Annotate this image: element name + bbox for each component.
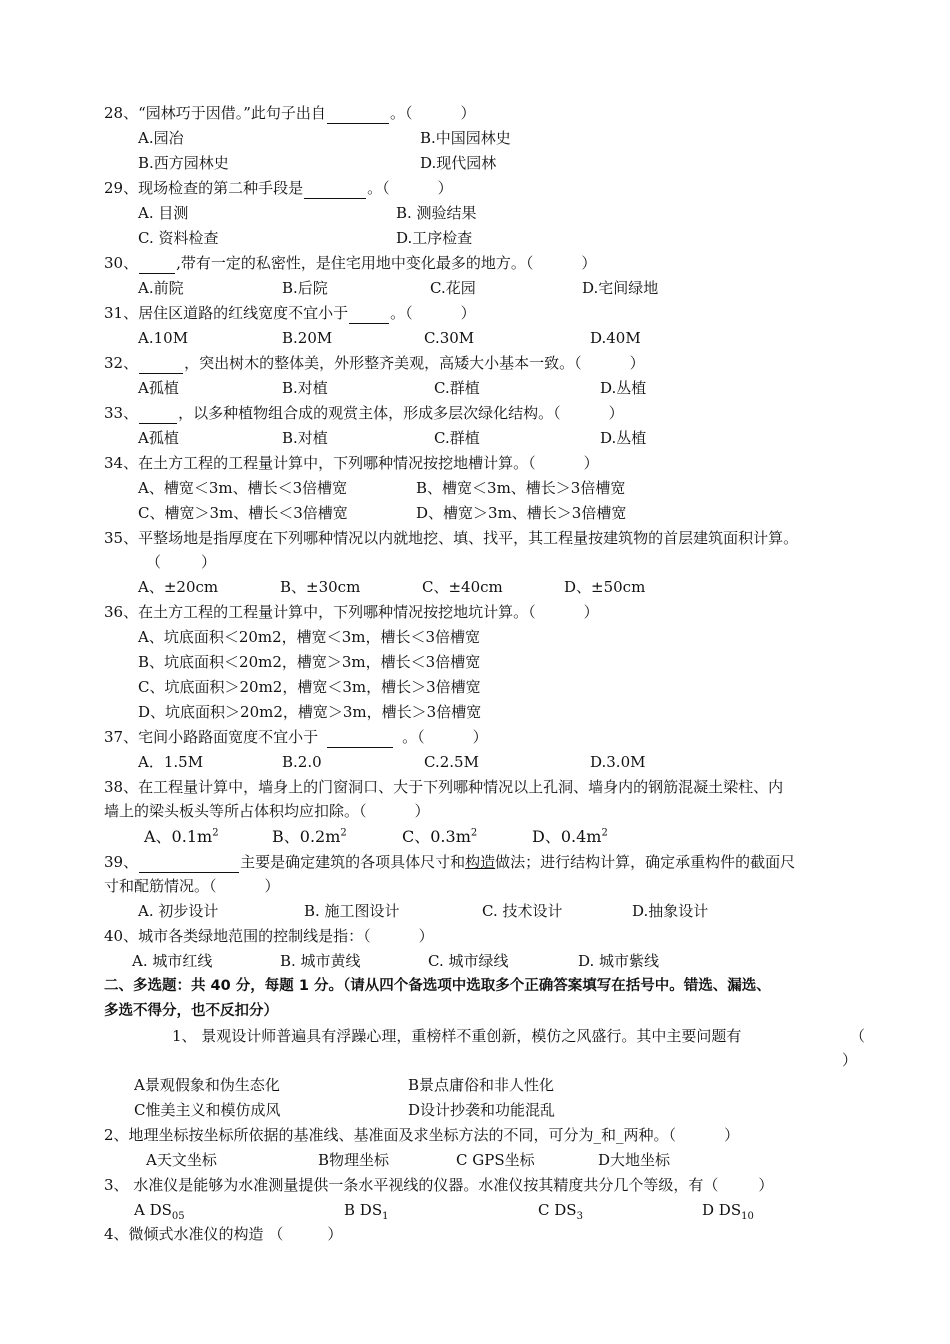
q38-option-d-sup: 2 (601, 827, 608, 839)
q38-option-a-text: A、0.1m (144, 827, 213, 846)
m4-close: ） (327, 1225, 343, 1243)
m4-stem-text: 4、微倾式水准仪的构造 （ (104, 1225, 284, 1243)
q32-stem-text: ，突出树木的整体美，外形整齐美观，高矮大小基本一致。（ (184, 354, 582, 372)
q38-option-a-sup: 2 (212, 827, 219, 839)
q36-stem (104, 601, 599, 623)
q29-close: ） (437, 179, 453, 197)
q38-option-d (532, 826, 608, 848)
q40-option-a: A. 城市红线 (132, 952, 213, 970)
m3-option-c-sub: 3 (576, 1211, 583, 1222)
q28-option-a: A.园冶 (138, 129, 184, 147)
q31-close: ） (460, 304, 476, 322)
q35-stem: 35、平整场地是指厚度在下列哪种情况以内就地挖、填、找平，其工程量按建筑物的首层建筑面积计算。 (104, 529, 799, 547)
q38-option-b-text: B、0.2m (272, 827, 341, 846)
m4-stem (104, 1223, 342, 1245)
q31-option-d: D.40M (590, 329, 641, 347)
q34-option-a: A、槽宽＜3m、槽长＜3倍槽宽 (138, 479, 348, 497)
q28-option-b: B.中国园林史 (420, 129, 511, 147)
q40-stem-text: 40、城市各类绿地范围的控制线是指：（ (104, 927, 371, 945)
q35-open: （ (146, 553, 162, 571)
q30-option-d: D.宅间绿地 (582, 279, 659, 297)
q37-stem-paren: 。（ (402, 728, 425, 746)
q33-stem-text: ，以多种植物组合成的观赏主体，形成多层次绿化结构。（ (178, 404, 561, 422)
q39-stem-line1 (104, 851, 795, 873)
q36-option-d: D、坑底面积＞20m2，槽宽＞3m，槽长＞3倍槽宽 (138, 703, 482, 721)
m3-option-c-text: C DS (538, 1201, 577, 1219)
q28-close: ） (460, 104, 476, 122)
q39-stem-text-3: 寸和配筋情况。（ (104, 877, 217, 895)
m2-option-c: C GPS坐标 (456, 1151, 535, 1169)
m2-stem (104, 1124, 739, 1146)
q38-option-b-sup: 2 (340, 827, 347, 839)
q39-stem-text-2: 做法；进行结构计算，确定承重构件的截面尺 (495, 853, 796, 871)
q34-stem-text: 34、在土方工程的工程量计算中，下列哪种情况按挖地槽计算。（ (104, 454, 536, 472)
q32-number: 32、 (104, 354, 139, 372)
q32-option-c: C.群植 (434, 379, 480, 397)
m2-option-b: B物理坐标 (318, 1151, 390, 1169)
q30-option-a: A.前院 (138, 279, 184, 297)
q36-option-a: A、坑底面积＜20m2，槽宽＜3m，槽长＜3倍槽宽 (138, 628, 480, 646)
q31-option-c: C.30M (424, 329, 475, 347)
m3-option-a-text: A DS (134, 1201, 172, 1219)
q38-option-a (144, 826, 219, 848)
q30-option-c: C.花园 (430, 279, 476, 297)
m3-option-c (538, 1199, 583, 1221)
m2-stem-text: 2、地理坐标按坐标所依据的基准线、基准面及求坐标方法的不同，可分为_和_两种。（ (104, 1126, 677, 1144)
m1-close: ） (842, 1051, 858, 1069)
m2-close: ） (724, 1126, 740, 1144)
q31-option-a: A.10M (138, 329, 189, 347)
q40-close: ） (418, 927, 434, 945)
m2-option-a: A天文坐标 (146, 1151, 217, 1169)
q30-option-b: B.后院 (282, 279, 328, 297)
q39-stem-line2 (104, 875, 280, 897)
q31-stem-paren: 。（ (390, 304, 413, 322)
q30-stem (104, 252, 596, 274)
q32-blank (139, 357, 183, 374)
m1-option-b: B景点庸俗和非人性化 (408, 1076, 555, 1094)
m3-option-b-text: B DS (344, 1201, 383, 1219)
q30-close: ） (581, 254, 597, 272)
q28-stem-paren: 。（ (389, 104, 413, 122)
q33-blank (139, 407, 177, 424)
q33-option-c: C.群植 (434, 429, 480, 447)
q34-option-b: B、槽宽＜3m、槽长＞3倍槽宽 (416, 479, 626, 497)
q39-close: ） (264, 877, 280, 895)
m3-stem-text: 3、 水准仪是能够为水准测量提供一条水平视线的仪器。水准仪按其精度共分几个等级，有（ (104, 1176, 719, 1194)
q34-option-c: C、槽宽＞3m、槽长＜3倍槽宽 (138, 504, 348, 522)
q35-close: ） (201, 553, 217, 571)
q37-option-a: A．1.5M (138, 753, 204, 771)
q28-option-d: D.现代园林 (420, 154, 497, 172)
q33-option-d: D.丛植 (600, 429, 647, 447)
q35-option-c: C、±40cm (422, 578, 503, 596)
q39-stem-underlined: 构造 (465, 853, 496, 871)
q35-option-a: A、±20cm (138, 578, 219, 596)
q29-option-c: C. 资料检查 (138, 229, 219, 247)
q34-option-d: D、槽宽＞3m、槽长＞3倍槽宽 (416, 504, 627, 522)
q35-paren (146, 551, 216, 573)
m3-option-d-sub: 10 (741, 1211, 754, 1222)
q36-option-c: C、坑底面积＞20m2，槽宽＜3m，槽长＞3倍槽宽 (138, 678, 481, 696)
m1-open: （ (850, 1027, 866, 1045)
m3-option-d (702, 1199, 754, 1221)
section2-heading-line2: 多选不得分，也不反扣分） (104, 1003, 278, 1019)
section2-heading-line1: 二、多选题：共 40 分，每题 1 分。（请从四个备选项中选取多个正确答案填写在括号中。错选、漏选、 (104, 978, 771, 994)
q32-option-b: B.对植 (282, 379, 328, 397)
q33-stem (104, 402, 624, 424)
q37-option-b: B.2.0 (282, 753, 322, 771)
q31-option-b: B.20M (282, 329, 333, 347)
m3-option-a-sub: 05 (171, 1211, 185, 1222)
q38-option-c-text: C、0.3m (402, 827, 471, 846)
q31-stem (104, 302, 476, 324)
q38-option-d-text: D、0.4m (532, 827, 602, 846)
q35-option-d: D、±50cm (564, 578, 646, 596)
q38-stem-line2 (104, 800, 430, 822)
q28-stem-text: 28、“园林巧于因借。”此句子出自 (104, 104, 326, 122)
q37-close: ） (472, 728, 488, 746)
q28-blank (327, 107, 389, 124)
m3-option-a (134, 1199, 185, 1221)
q40-option-c: C. 城市绿线 (428, 952, 509, 970)
q31-blank (349, 307, 389, 324)
q33-option-b: B.对植 (282, 429, 328, 447)
q28-stem (104, 102, 475, 124)
m1-option-c: C惟美主义和模仿成风 (134, 1101, 281, 1119)
q30-blank (139, 257, 175, 274)
q34-stem (104, 452, 599, 474)
q38-close: ） (414, 802, 430, 820)
q39-option-a: A. 初步设计 (138, 902, 219, 920)
q30-number: 30、 (104, 254, 139, 272)
q34-close: ） (583, 454, 599, 472)
m3-option-d-text: D DS (702, 1201, 742, 1219)
m3-option-b (344, 1199, 388, 1221)
q38-stem-text: 墙上的梁头板头等所占体积均应扣除。（ (104, 802, 367, 820)
q39-option-c: C. 技术设计 (482, 902, 563, 920)
q29-option-a: A. 目测 (138, 204, 189, 222)
q32-option-a: A孤植 (138, 379, 179, 397)
q36-stem-text: 36、在土方工程的工程量计算中，下列哪种情况按挖地坑计算。（ (104, 603, 536, 621)
q31-stem-text: 31、居住区道路的红线宽度不宜小于 (104, 304, 349, 322)
m2-option-d: D大地坐标 (598, 1151, 671, 1169)
q29-stem (104, 177, 453, 199)
q38-option-b (272, 826, 347, 848)
q32-option-d: D.丛植 (600, 379, 647, 397)
q29-stem-paren: 。（ (367, 179, 390, 197)
q39-stem-text: 主要是确定建筑的各项具体尺寸和 (240, 853, 466, 871)
q36-option-b: B、坑底面积＜20m2，槽宽＞3m，槽长＜3倍槽宽 (138, 653, 481, 671)
q39-option-b: B. 施工图设计 (304, 902, 400, 920)
q37-option-c: C.2.5M (424, 753, 479, 771)
q38-option-c (402, 826, 477, 848)
q40-option-b: B. 城市黄线 (280, 952, 361, 970)
q40-stem (104, 925, 434, 947)
m1-stem: 1、 景观设计师普遍具有浮躁心理，重榜样不重创新，模仿之风盛行。其中主要问题有 (172, 1027, 742, 1045)
q38-stem-line1: 38、在工程量计算中，墙身上的门窗洞口、大于下列哪种情况以上孔洞、墙身内的钢筋混凝土梁柱、内 (104, 778, 784, 796)
q39-blank (139, 856, 239, 873)
q29-stem-text: 29、现场检查的第二种手段是 (104, 179, 304, 197)
m1-option-a: A景观假象和伪生态化 (134, 1076, 280, 1094)
q32-close: ） (629, 354, 645, 372)
q37-stem-text: 37、宅间小路路面宽度不宜小于 (104, 728, 319, 746)
q39-number: 39、 (104, 853, 139, 871)
q33-close: ） (608, 404, 624, 422)
q39-option-d: D.抽象设计 (632, 902, 709, 920)
q29-option-b: B. 测验结果 (396, 204, 477, 222)
m3-stem (104, 1174, 773, 1196)
q30-stem-text: ,带有一定的私密性，是住宅用地中变化最多的地方。（ (176, 254, 534, 272)
q37-stem (104, 726, 488, 748)
q37-blank (327, 731, 393, 748)
m3-close: ） (758, 1176, 774, 1194)
q38-option-c-sup: 2 (470, 827, 478, 839)
q32-stem (104, 352, 645, 374)
q37-option-d: D.3.0M (590, 753, 646, 771)
q36-close: ） (583, 603, 599, 621)
q29-option-d: D.工序检查 (396, 229, 473, 247)
q35-option-b: B、±30cm (280, 578, 361, 596)
q33-option-a: A孤植 (138, 429, 179, 447)
m3-option-b-sub: 1 (382, 1211, 389, 1222)
q28-option-c: B.西方园林史 (138, 154, 229, 172)
q33-number: 33、 (104, 404, 139, 422)
m1-option-d: D设计抄袭和功能混乱 (408, 1101, 556, 1119)
q29-blank (304, 182, 366, 199)
q40-option-d: D. 城市紫线 (578, 952, 660, 970)
